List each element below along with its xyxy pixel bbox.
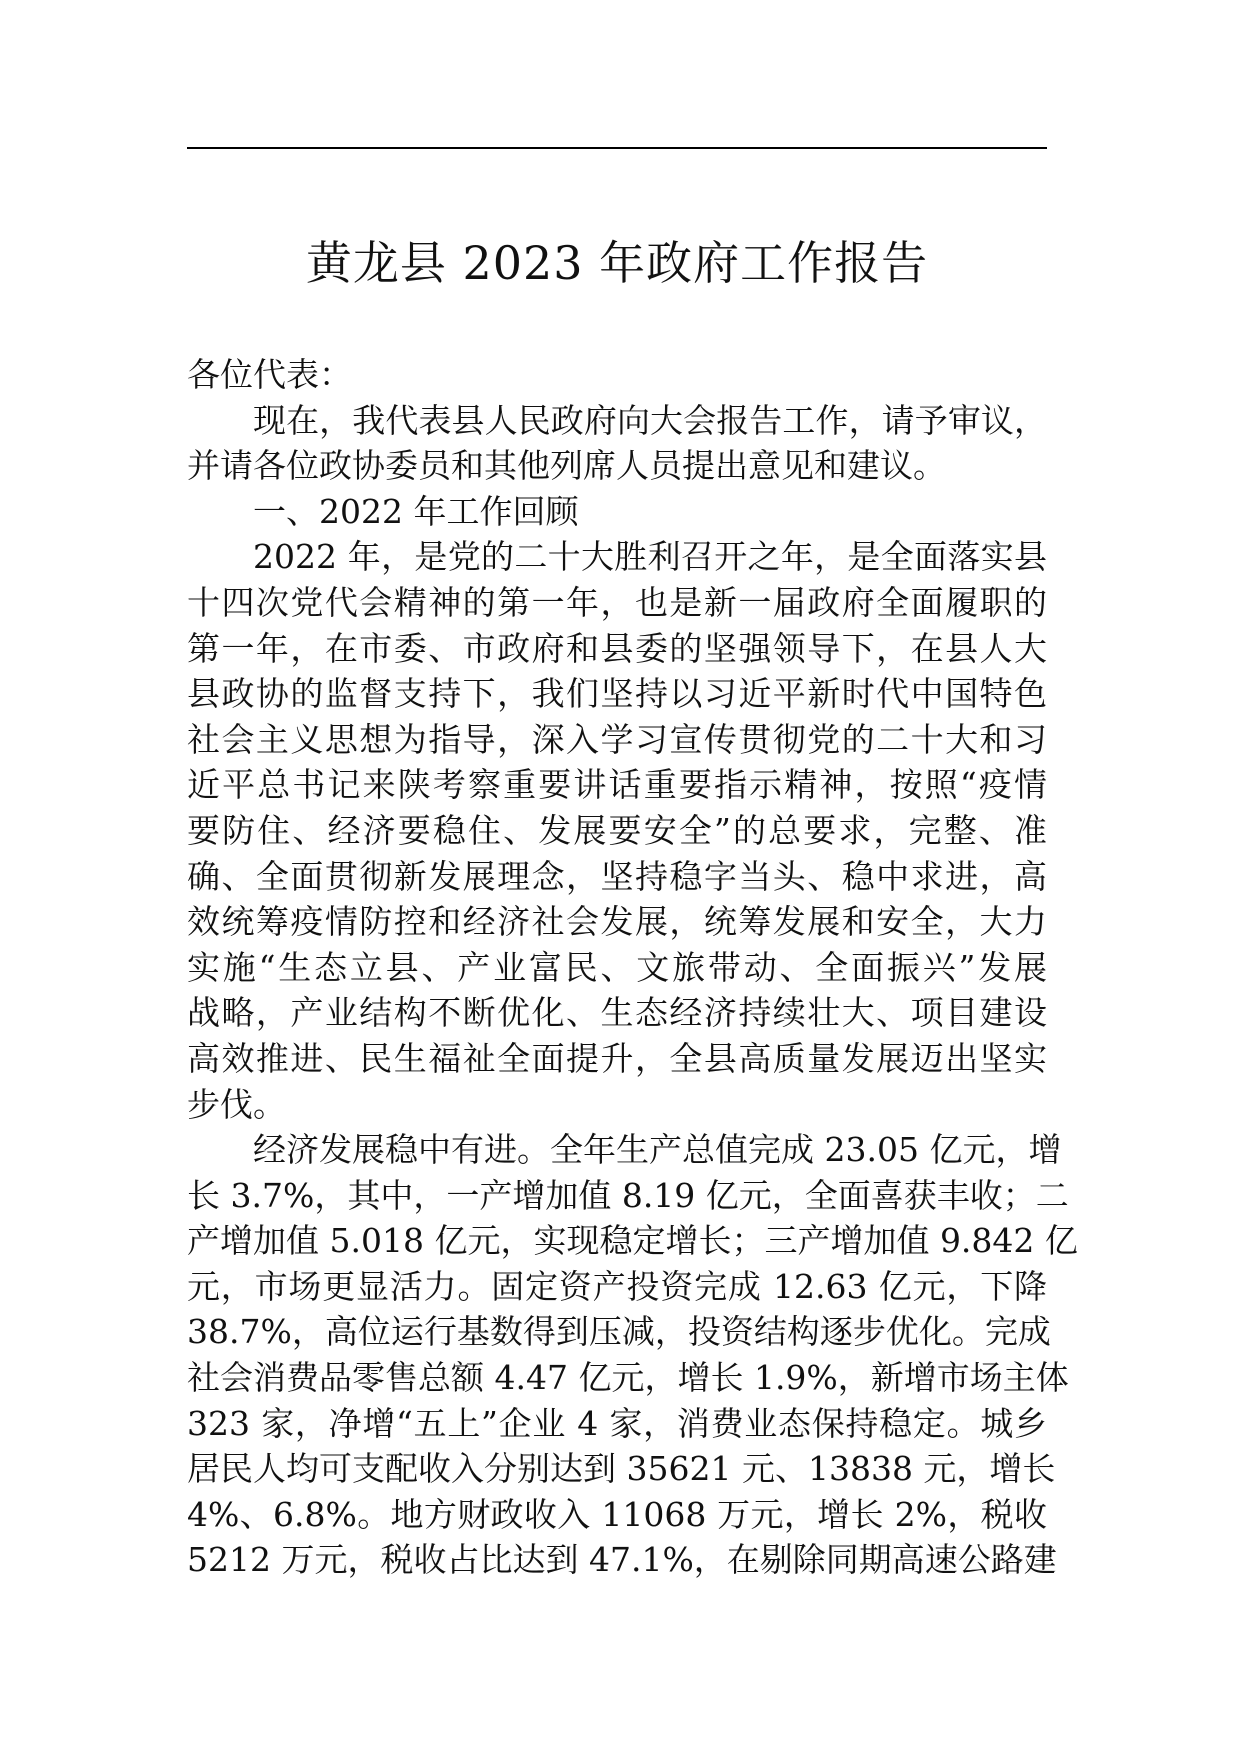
- body-line: 确、全面贯彻新发展理念，坚持稳字当头、稳中求进，高: [187, 856, 1047, 896]
- body-line: 社会消费品零售总额 4.47 亿元，增长 1.9%，新增市场主体: [187, 1358, 1069, 1398]
- document-title: 黄龙县 2023 年政府工作报告: [305, 236, 929, 290]
- body-line: 长 3.7%，其中，一产增加值 8.19 亿元，全面喜获丰收；二: [187, 1175, 1069, 1215]
- section-heading: 一、2022 年工作回顾: [253, 491, 579, 531]
- body-line: 第一年，在市委、市政府和县委的坚强领导下，在县人大: [187, 628, 1047, 668]
- body-line: 产增加值 5.018 亿元，实现稳定增长；三产增加值 9.842 亿: [187, 1221, 1078, 1261]
- body-line: 并请各位政协委员和其他列席人员提出意见和建议。: [187, 446, 946, 486]
- body-line: 5212 万元，税收占比达到 47.1%，在剔除同期高速公路建: [187, 1540, 1057, 1580]
- body-line: 战略，产业结构不断优化、生态经济持续壮大、项目建设: [187, 993, 1047, 1033]
- body-line: 社会主义思想为指导，深入学习宣传贯彻党的二十大和习: [187, 719, 1047, 759]
- salutation-line: 各位代表：: [187, 355, 352, 394]
- body-line: 居民人均可支配收入分别达到 35621 元、13838 元，增长: [187, 1449, 1056, 1489]
- body-line: 实施“生态立县、产业富民、文旅带动、全面振兴”发展: [187, 947, 1047, 987]
- body-line: 县政协的监督支持下，我们坚持以习近平新时代中国特色: [187, 674, 1047, 714]
- document-body: [187, 352, 1078, 1583]
- body-line: 元，市场更显活力。固定资产投资完成 12.63 亿元，下降: [187, 1266, 1047, 1306]
- body-line: 323 家，净增“五上”企业 4 家，消费业态保持稳定。城乡: [187, 1403, 1047, 1443]
- body-line: 效统筹疫情防控和经济社会发展，统筹发展和安全，大力: [187, 902, 1047, 942]
- body-line: 近平总书记来陕考察重要讲话重要指示精神，按照“疫情: [187, 765, 1047, 805]
- body-line: 38.7%，高位运行基数得到压减，投资结构逐步优化。完成: [187, 1312, 1051, 1352]
- body-line: 步伐。: [187, 1084, 286, 1124]
- body-line: 要防住、经济要稳住、发展要安全”的总要求，完整、准: [187, 810, 1047, 850]
- body-line: 高效推进、民生福祉全面提升，全县高质量发展迈出坚实: [187, 1038, 1047, 1078]
- body-line: 4%、6.8%。地方财政收入 11068 万元，增长 2%，税收: [187, 1494, 1047, 1534]
- body-line: 十四次党代会精神的第一年，也是新一届政府全面履职的: [187, 582, 1047, 622]
- body-line: 2022 年，是党的二十大胜利召开之年，是全面落实县: [253, 537, 1047, 577]
- body-line: 现在，我代表县人民政府向大会报告工作，请予审议，: [253, 400, 1047, 440]
- header-rule: [187, 147, 1047, 149]
- body-line: 经济发展稳中有进。全年生产总值完成 23.05 亿元，增: [253, 1130, 1062, 1170]
